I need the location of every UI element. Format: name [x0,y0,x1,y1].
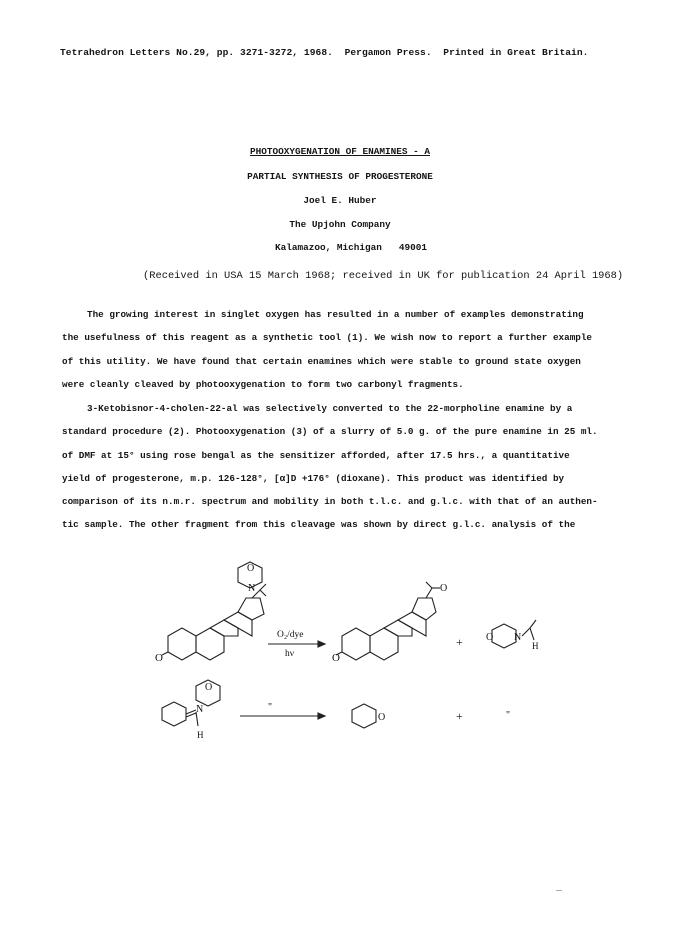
citation: Tetrahedron Letters No.29, pp. 3271-3272, 1968. [60,47,333,58]
journal-header [60,47,588,58]
text-line: of DMF at 15° using rose bengal as the sensitizer afforded, after 17.5 hrs., a quantitative [62,449,570,461]
atom-o: O [486,632,494,643]
text-line: The growing interest in singlet oxygen has resulted in a number of examples demonstrating [87,309,584,320]
title-line-1: PHOTOOXYGENATION OF ENAMINES - A [249,146,431,157]
atom-n: N [196,704,204,715]
author-name: Joel E. Huber [303,195,377,206]
location-city: Kalamazoo, Michigan [275,242,382,253]
publisher: Pergamon Press. [344,47,432,58]
text-line: were cleanly cleaved by photooxygenation to form two carbonyl fragments. [62,378,464,390]
text-line: of this utility. We have found that certain enamines which were stable to ground state oxygen [62,355,581,367]
text-line: tic sample. The other fragment from this cleavage was shown by direct g.l.c. analysis of the [62,519,576,531]
atom-h: H [532,641,539,651]
printed-in: Printed in Great Britain. [443,47,589,58]
text-line: 3-Ketobisnor-4-cholen-22-al was selectively converted to the 22-morpholine enamine by a [87,403,573,414]
reaction-scheme [0,548,680,748]
paragraph-1 [62,303,622,396]
scan-artifact [556,890,562,891]
atom-n: N [514,632,522,643]
text-line: standard procedure (2). Photooxygenation (3) of a slurry of 5.0 g. of the pure enamine in 25 ml. [62,426,598,438]
cyclohexanone-structure [352,704,376,728]
location-zip: 49001 [398,242,427,253]
arrow-head [318,713,325,719]
text-line: the usefulness of this reagent as a synthetic tool (1). We wish now to report a further example [62,332,593,344]
ditto-mark: " [268,702,273,713]
progesterone-structure [336,582,440,660]
author-location [0,242,680,253]
ditto-mark: " [506,710,511,721]
text-line: comparison of its n.m.r. spectrum and mobility in both t.l.c. and g.l.c. with that of an authen- [62,496,598,508]
arrow-head [318,641,325,647]
atom-o: O [205,682,213,693]
reagent-label: O₂/dye [277,630,304,640]
atom-o: O [378,712,386,723]
enamine-steroid-structure [162,562,266,660]
atom-o: O [332,652,340,664]
atom-o: O [247,563,255,574]
title-line-2: PARTIAL SYNTHESIS OF PROGESTERONE [247,171,433,182]
author-affiliation: The Upjohn Company [289,219,391,230]
condition-label: hν [285,649,295,659]
received-dates: (Received in USA 15 March 1968; received in UK for publication 24 April 1968) [143,270,624,282]
atom-n: N [248,583,256,594]
plus-sign: + [456,635,463,649]
text-line: yield of progesterone, m.p. 126-128°, [α]D +176° (dioxane). This product was identified by [62,472,565,484]
paragraph-2 [62,397,622,537]
atom-o: O [155,652,163,664]
atom-h: H [197,730,204,740]
atom-o: O [440,583,448,594]
plus-sign: + [456,709,463,723]
